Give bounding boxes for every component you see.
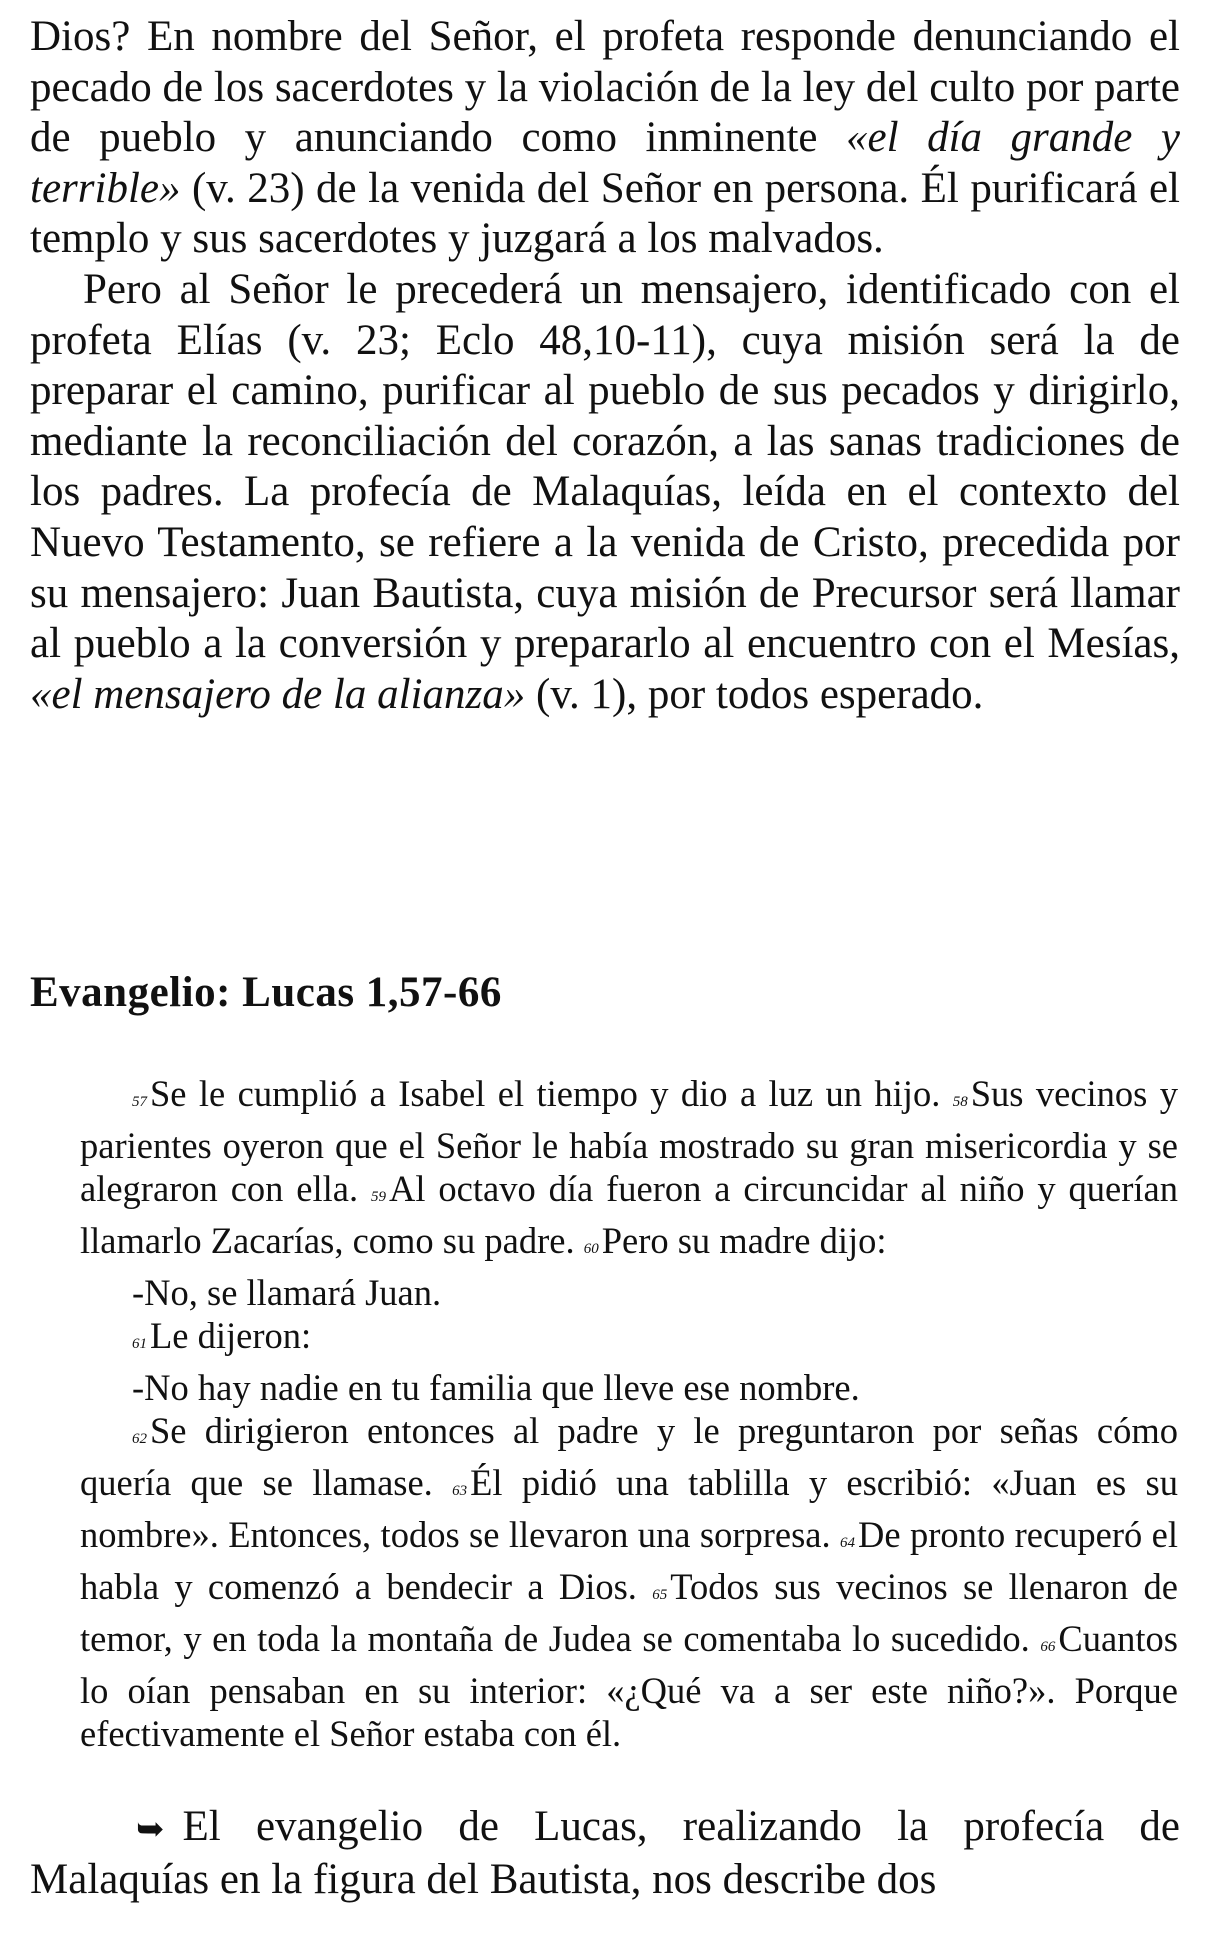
italic-quote: «el día grande y terrible» xyxy=(30,114,1180,212)
dialogue-line: -No, se llamará Juan. xyxy=(132,1272,442,1313)
intro-paragraph-1: Dios? En nombre del Señor, el profeta responde denunciando el pecado de los sacerdotes y la violación de la ley del culto por parte de pueblo y anunciando como inminente «el día grande y terrible» (v. 23) de la venida del Señor en persona. Él purificará el templo y sus sacerdotes y juzgará a los malvados. xyxy=(30,13,1180,263)
arrow-right-icon: ➥ xyxy=(136,1809,165,1849)
gospel-passage xyxy=(80,1072,1178,1755)
commentary xyxy=(30,1802,1180,1905)
section-heading: Evangelio: Lucas 1,57-66 xyxy=(30,969,502,1016)
italic-quote: «el mensajero de la alianza» xyxy=(30,670,526,718)
verse-number: 65 xyxy=(652,1587,668,1603)
verse-number: 57 xyxy=(132,1094,147,1110)
verse-number: 64 xyxy=(840,1535,855,1551)
verse-number: 59 xyxy=(371,1189,387,1205)
dialogue-line: -No hay nadie en tu familia que lleve ese nombre. xyxy=(132,1367,860,1408)
verse-number: 66 xyxy=(1040,1639,1056,1655)
main-text xyxy=(30,12,1180,720)
verse-number: 60 xyxy=(583,1241,599,1257)
gospel-paragraph: 62Se dirigieron entonces al padre y le preguntaron por señas cómo quería que se llamase. 63Él pidió una tablilla y escribió: «Juan es su nombre». Entonces, todos se llevaron una sorpresa. 64De pronto recuperó el habla y comenzó a bendecir a Dios. 65Todos sus vecinos se llenaron de temor, y en toda la montaña de Judea se comentaba lo sucedido. 66Cuantos lo oían pensaban en su interior: «¿Qué va a ser este niño?». Porque efectivamente el Señor estaba con él. xyxy=(80,1410,1179,1754)
gospel-paragraph: 61Le dijeron: xyxy=(132,1315,312,1356)
verse-number: 61 xyxy=(132,1336,147,1352)
verse-number: 62 xyxy=(132,1431,147,1447)
gospel-paragraph: 57Se le cumplió a Isabel el tiempo y dio a luz un hijo. 58Sus vecinos y parientes oyeron que el Señor le había mostrado su gran misericordia y se alegraron con ella. 59Al octavo día fueron a circuncidar al niño y querían llamarlo Zacarías, como su padre. 60Pero su madre dijo: xyxy=(80,1073,1179,1261)
intro-paragraph-2: Pero al Señor le precederá un mensajero, identificado con el profeta Elías (v. 23; Eclo 48,10-11), cuya misión será la de preparar el camino, purificar al pueblo de sus pecados y dirigirlo, mediante la reconciliación del corazón, a las sanas tradiciones de los padres. La profecía de Malaquías, leída en el contexto del Nuevo Testamento, se refiere a la venida de Cristo, precedida por su mensajero: Juan Bautista, cuya misión de Precursor será llamar al pueblo a la conversión y prepararlo al encuentro con el Mesías, «el mensajero de la alianza» (v. 1), por todos esperado. xyxy=(30,265,1180,718)
verse-number: 58 xyxy=(952,1094,968,1110)
verse-number: 63 xyxy=(452,1483,468,1499)
commentary-paragraph: ➥ El evangelio de Lucas, realizando la profecía de Malaquías en la figura del Bautista, nos describe dos xyxy=(30,1803,1180,1903)
